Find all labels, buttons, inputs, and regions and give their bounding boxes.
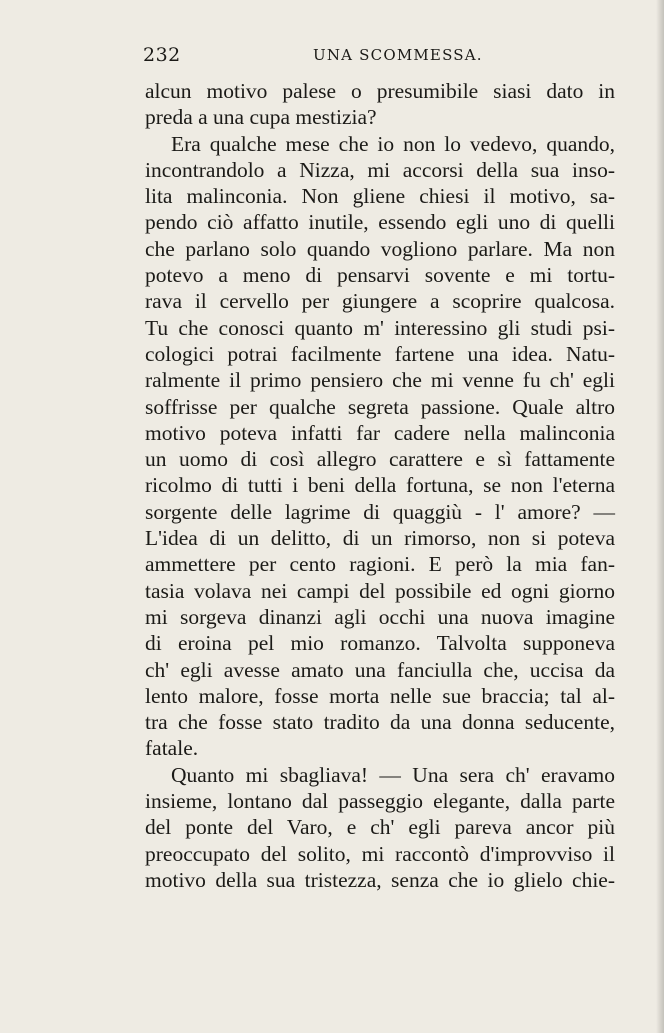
text-line: motivo poteva infatti far cadere nella malinconia [145,420,615,445]
text-line: lita malinconia. Non gliene chiesi il motivo, sa- [145,184,615,209]
text-line: Tu che conosci quanto m' interessino gli studi psi- [145,315,615,340]
paragraph [145,131,615,762]
text-line: sorgente delle lagrime di quaggiù - l' amore? — [145,499,615,524]
text-line: ralmente il primo pensiero che mi venne fu ch' egli [145,368,615,393]
text-line: preda a una cupa mestizia? [145,105,377,130]
text-line: L'idea di un delitto, di un rimorso, non si poteva [145,526,615,551]
text-line: che parlano solo quando vogliono parlare. Ma non [145,236,615,261]
text-line: pendo ciò affatto inutile, essendo egli uno di quelli [145,210,615,235]
page-edge-shadow [656,0,664,1033]
text-line: alcun motivo palese o presumibile siasi dato in [145,79,615,103]
paragraph [145,78,615,131]
text-line: un uomo di così allegro carattere e sì fattamente [145,447,615,472]
running-title: UNA SCOMMESSA. [313,46,483,64]
text-line: ricolmo di tutti i beni della fortuna, se non l'eterna [145,473,615,498]
body-text [145,78,615,893]
text-line: mi sorgeva dinanzi agli occhi una nuova imagine [145,604,615,629]
text-line: del ponte del Varo, e ch' egli pareva ancor più [145,815,615,840]
page-number: 232 [143,44,181,66]
text-line: Era qualche mese che io non lo vedevo, quando, [171,131,615,156]
text-line: ammettere per cento ragioni. E però la mia fan- [145,552,615,577]
text-line: soffrisse per qualche segreta passione. Quale altro [145,394,615,419]
paragraph [145,762,615,893]
text-line: rava il cervello per giungere a scoprire qualcosa. [145,289,615,314]
text-line: incontrandolo a Nizza, mi accorsi della sua inso- [145,157,615,182]
text-line: potevo a meno di pensarvi sovente e mi tortu- [145,263,615,288]
text-line: cologici potrai facilmente fartene una idea. Natu- [145,341,615,366]
text-line: Quanto mi sbagliava! — Una sera ch' eravamo [171,762,615,787]
text-line: insieme, lontano dal passeggio elegante, dalla parte [145,789,615,814]
text-line: ch' egli avesse amato una fanciulla che, uccisa da [145,657,615,682]
text-line: lento malore, fosse morta nelle sue braccia; tal al- [145,683,615,708]
text-line: tasia volava nei campi del possibile ed ogni giorno [145,578,615,603]
text-line: preoccupato del solito, mi raccontò d'improvviso il [145,841,615,866]
page-header [143,44,613,72]
text-line: motivo della sua tristezza, senza che io glielo chie- [145,867,615,892]
text-line: di eroina pel mio romanzo. Talvolta supponeva [145,631,615,656]
text-line: tra che fosse stato tradito da una donna seducente, [145,710,615,735]
text-line: fatale. [145,736,199,761]
